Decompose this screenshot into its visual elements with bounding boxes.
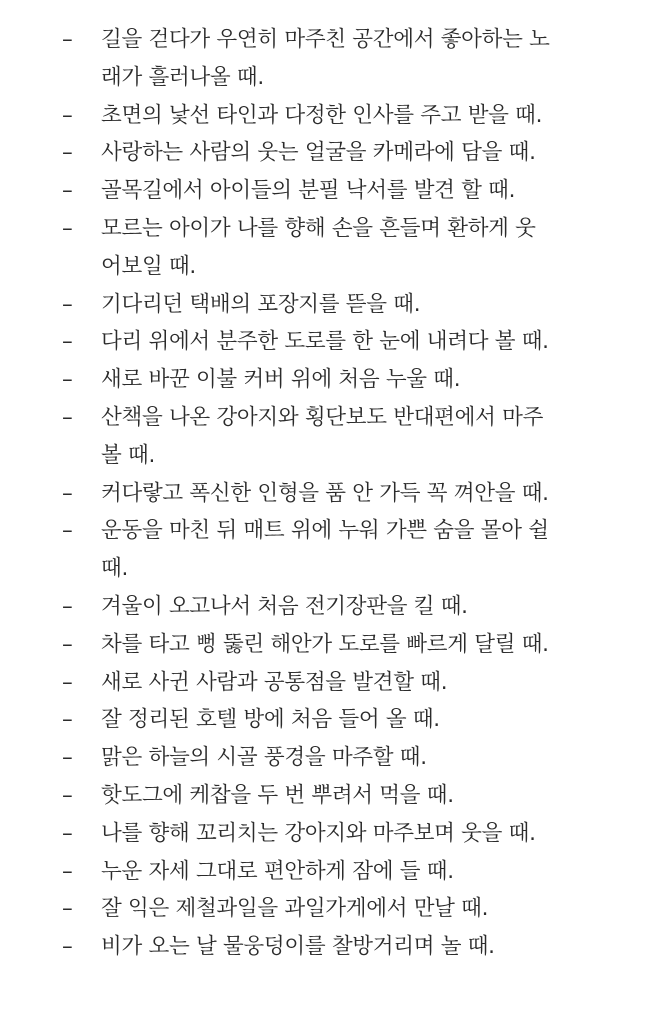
item-text-line: 때. [101, 556, 129, 582]
list-item [0, 890, 664, 928]
item-text-line: 나를 향해 꼬리치는 강아지와 마주보며 웃을 때. [101, 820, 536, 846]
bullet-dash: – [62, 178, 73, 204]
item-text-line: 기다리던 택배의 포장지를 뜯을 때. [101, 291, 421, 317]
bullet-dash: – [62, 934, 73, 960]
item-text-line: 누운 자세 그대로 편안하게 잠에 들 때. [101, 858, 454, 884]
list-item [0, 97, 664, 135]
item-text-line: 잘 익은 제철과일을 과일가게에서 만날 때. [101, 896, 489, 922]
list-item [0, 815, 664, 853]
bullet-dash: – [62, 480, 73, 506]
bullet-dash: – [62, 669, 73, 695]
bullet-dash: – [62, 631, 73, 657]
list-item [0, 210, 664, 286]
item-text-line: 새로 바꾼 이불 커버 위에 처음 누울 때. [101, 367, 461, 393]
list-item [0, 777, 664, 815]
item-text-line: 모르는 아이가 나를 향해 손을 흔들며 환하게 웃 [101, 215, 536, 241]
item-text-line: 길을 걷다가 우연히 마주친 공간에서 좋아하는 노 [101, 27, 550, 52]
item-text-line: 비가 오는 날 물웅덩이를 찰방거리며 놀 때. [101, 934, 495, 960]
item-text-line: 골목길에서 아이들의 분필 낙서를 발견 할 때. [101, 178, 516, 204]
bullet-dash: – [62, 140, 73, 166]
item-text-line: 맑은 하늘의 시골 풍경을 마주할 때. [101, 745, 427, 771]
list-item [0, 853, 664, 891]
bullet-dash: – [62, 102, 73, 128]
list-item [0, 739, 664, 777]
item-text-line: 초면의 낯선 타인과 다정한 인사를 주고 받을 때. [101, 102, 543, 128]
bullet-dash: – [62, 745, 73, 771]
bullet-dash: – [62, 707, 73, 733]
list-item [0, 399, 664, 475]
list-item [0, 172, 664, 210]
list-item [0, 512, 664, 588]
list-item [0, 626, 664, 664]
bullet-dash: – [62, 518, 73, 544]
list-item [0, 134, 664, 172]
list-item [0, 323, 664, 361]
bullet-dash: – [62, 404, 73, 430]
list-item [0, 21, 664, 97]
item-text-line: 어보일 때. [101, 253, 196, 279]
item-text-line: 커다랗고 폭신한 인형을 품 안 가득 꼭 껴안을 때. [101, 480, 549, 506]
bullet-dash: – [62, 782, 73, 808]
list-item [0, 361, 664, 399]
list-item [0, 475, 664, 513]
item-text-line: 새로 사귄 사람과 공통점을 발견할 때. [101, 669, 448, 695]
list-item [0, 664, 664, 702]
bullet-dash: – [62, 820, 73, 846]
item-text-line: 다리 위에서 분주한 도로를 한 눈에 내려다 볼 때. [101, 329, 549, 355]
item-text-line: 핫도그에 케찹을 두 번 뿌려서 먹을 때. [101, 782, 454, 808]
item-text-line: 운동을 마친 뒤 매트 위에 누워 가쁜 숨을 몰아 쉴 [101, 518, 549, 544]
item-text-line: 볼 때. [101, 442, 156, 468]
bullet-dash: – [62, 858, 73, 884]
item-text-line: 잘 정리된 호텔 방에 처음 들어 올 때. [101, 707, 440, 733]
bullet-dash: – [62, 896, 73, 922]
list-item [0, 928, 664, 966]
item-text-line: 차를 타고 뻥 뚫린 해안가 도로를 빠르게 달릴 때. [101, 631, 549, 657]
item-text-line: 산책을 나온 강아지와 횡단보도 반대편에서 마주 [101, 404, 544, 430]
bullet-dash: – [62, 593, 73, 619]
bullet-dash: – [62, 291, 73, 317]
list-item [0, 588, 664, 626]
bullet-dash: – [62, 215, 73, 241]
bullet-dash: – [62, 367, 73, 393]
bullet-dash: – [62, 329, 73, 355]
bullet-dash: – [62, 27, 73, 52]
list-item [0, 286, 664, 324]
item-text-line: 겨울이 오고나서 처음 전기장판을 킬 때. [101, 593, 468, 619]
item-text-line: 사랑하는 사람의 웃는 얼굴을 카메라에 담을 때. [101, 140, 536, 166]
list-item [0, 701, 664, 739]
happy-moments-list [0, 21, 664, 966]
item-text-line: 래가 흘러나올 때. [101, 64, 264, 90]
